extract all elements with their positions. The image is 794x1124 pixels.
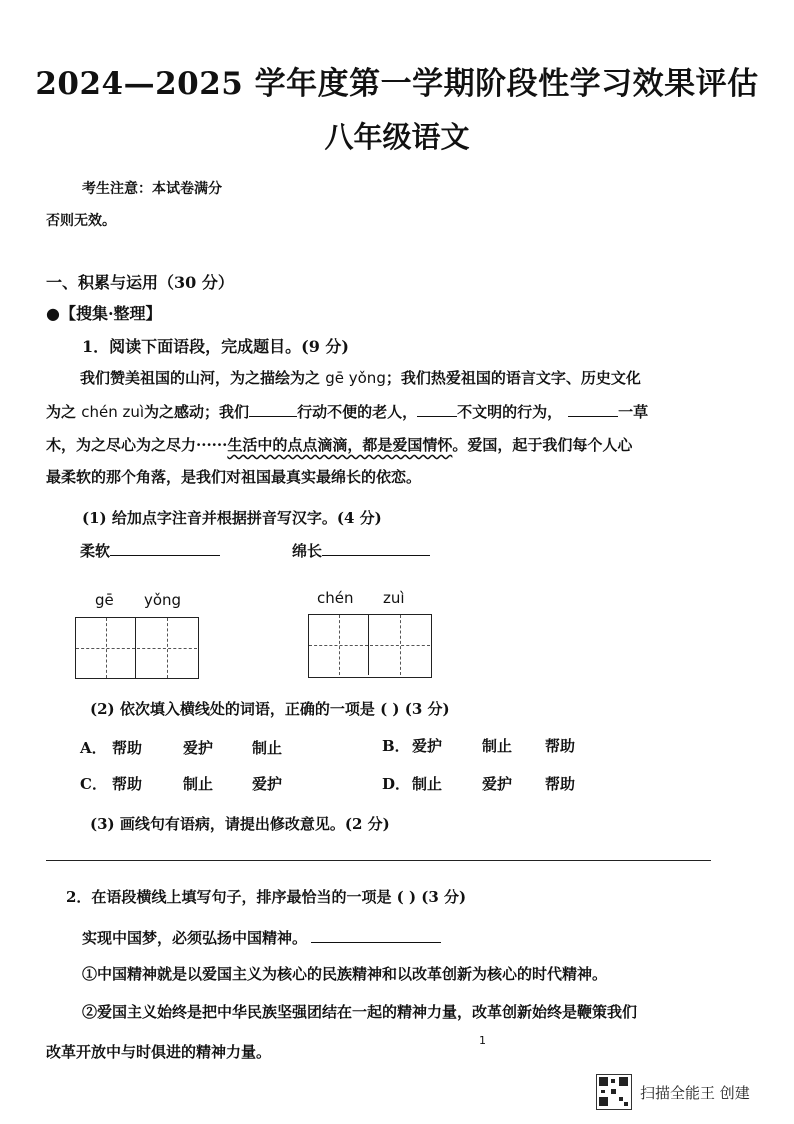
option-d[interactable]: D．	[382, 775, 411, 793]
annotate-word-1	[80, 540, 220, 561]
sentence-2-line-2: 改革开放中与时俱进的精神力量。	[46, 1043, 272, 1061]
pinyin-label: yǒng	[144, 591, 182, 609]
grid-cell[interactable]	[370, 615, 430, 675]
sub-question-1-prompt: (1) 给加点字注音并根据拼音写汉字。(4 分)	[82, 509, 382, 527]
option-c-word-2: 制止	[183, 775, 214, 793]
exam-subtitle: 八年级语文	[324, 120, 470, 154]
passage-line-1	[80, 367, 641, 388]
option-b-word-3: 帮助	[545, 737, 576, 755]
option-d-word-3: 帮助	[545, 775, 576, 793]
passage-text: 我们赞美祖国的山河，为之描绘为之	[80, 369, 326, 387]
passage-text: 木，为之尽心为之尽力······	[46, 436, 228, 454]
answer-blank[interactable]	[322, 541, 430, 556]
question-2-lead	[82, 927, 441, 948]
writing-grid-2[interactable]	[308, 614, 432, 678]
word-label: 柔软	[80, 542, 111, 560]
notice-line-2: 否则无效。	[46, 213, 116, 229]
sub-question-2-prompt: (2) 依次填入横线处的词语，正确的一项是 ( ) (3 分)	[90, 700, 450, 718]
writing-grid-1[interactable]	[75, 617, 199, 679]
underlined-sentence: 生活中的点点滴滴，都是爱国情怀	[227, 436, 453, 454]
page-mark: 1	[479, 1034, 486, 1047]
passage-line-2	[46, 401, 648, 422]
sentence-2-line-1: ②爱国主义始终是把中华民族坚强团结在一起的精神力量，改革创新始终是鞭策我们	[82, 1003, 638, 1021]
passage-line-3	[46, 434, 632, 455]
passage-text: ；我们热爱祖国的语言文字、历史文化	[385, 369, 641, 387]
sentence-1: ①中国精神就是以爱国主义为核心的民族精神和以改革创新为核心的时代精神。	[82, 965, 608, 983]
answer-line[interactable]	[46, 860, 711, 861]
sub-question-3-prompt: (3) 画线句有语病，请提出修改意见。(2 分)	[90, 815, 390, 833]
section-heading: 一、积累与运用（30 分）	[46, 273, 234, 292]
pinyin-text: chén zuì	[81, 403, 145, 421]
pinyin-label: zuì	[383, 589, 405, 607]
option-a-word-1: 帮助	[112, 739, 143, 757]
answer-blank[interactable]	[110, 541, 220, 556]
question-1-stem: 1．阅读下面语段，完成题目。(9 分)	[82, 337, 349, 356]
passage-text: 。爱国，起于我们每个人心	[452, 436, 633, 454]
passage-text: 一草	[618, 403, 649, 421]
scanner-watermark: 扫描全能王 创建	[640, 1084, 750, 1102]
passage-line-4: 最柔软的那个角落，是我们对祖国最真实最绵长的依恋。	[46, 468, 422, 486]
option-a-word-3: 制止	[252, 739, 283, 757]
fill-blank-1[interactable]	[249, 402, 297, 417]
fill-blank-3[interactable]	[568, 402, 618, 417]
fill-blank-2[interactable]	[417, 402, 457, 417]
grid-cell[interactable]	[137, 618, 197, 678]
grid-cell[interactable]	[309, 615, 369, 675]
option-b-word-1: 爱护	[412, 737, 443, 755]
pinyin-label: gē	[95, 591, 114, 609]
option-a-word-2: 爱护	[183, 739, 214, 757]
passage-text: 不文明的行为，	[457, 403, 563, 421]
answer-blank[interactable]	[311, 928, 441, 943]
word-label: 绵长	[292, 542, 323, 560]
passage-text: 为之感动；我们	[144, 403, 250, 421]
option-c[interactable]: C．	[80, 775, 107, 793]
exam-title: 2024—2025 学年度第一学期阶段性学习效果评估	[35, 66, 759, 102]
section-subheading: ●【搜集·整理】	[46, 304, 162, 323]
pinyin-label: chén	[317, 589, 354, 607]
notice-line-1: 考生注意：本试卷满分	[82, 181, 222, 197]
qr-code-icon	[596, 1074, 632, 1110]
option-d-word-2: 爱护	[482, 775, 513, 793]
passage-text: 为之	[46, 403, 82, 421]
lead-text: 实现中国梦，必须弘扬中国精神。	[82, 929, 308, 947]
option-c-word-1: 帮助	[112, 775, 143, 793]
grid-cell[interactable]	[76, 618, 136, 678]
pinyin-text: gē yǒng	[325, 369, 386, 387]
annotate-word-2	[292, 540, 430, 561]
option-d-word-1: 制止	[412, 775, 443, 793]
option-b-word-2: 制止	[482, 737, 513, 755]
question-2-stem: 2．在语段横线上填写句子，排序最恰当的一项是 ( ) (3 分)	[66, 888, 467, 906]
option-a[interactable]: A．	[80, 739, 107, 757]
passage-text: 行动不便的老人，	[297, 403, 418, 421]
option-c-word-3: 爱护	[252, 775, 283, 793]
option-b[interactable]: B．	[382, 737, 410, 755]
